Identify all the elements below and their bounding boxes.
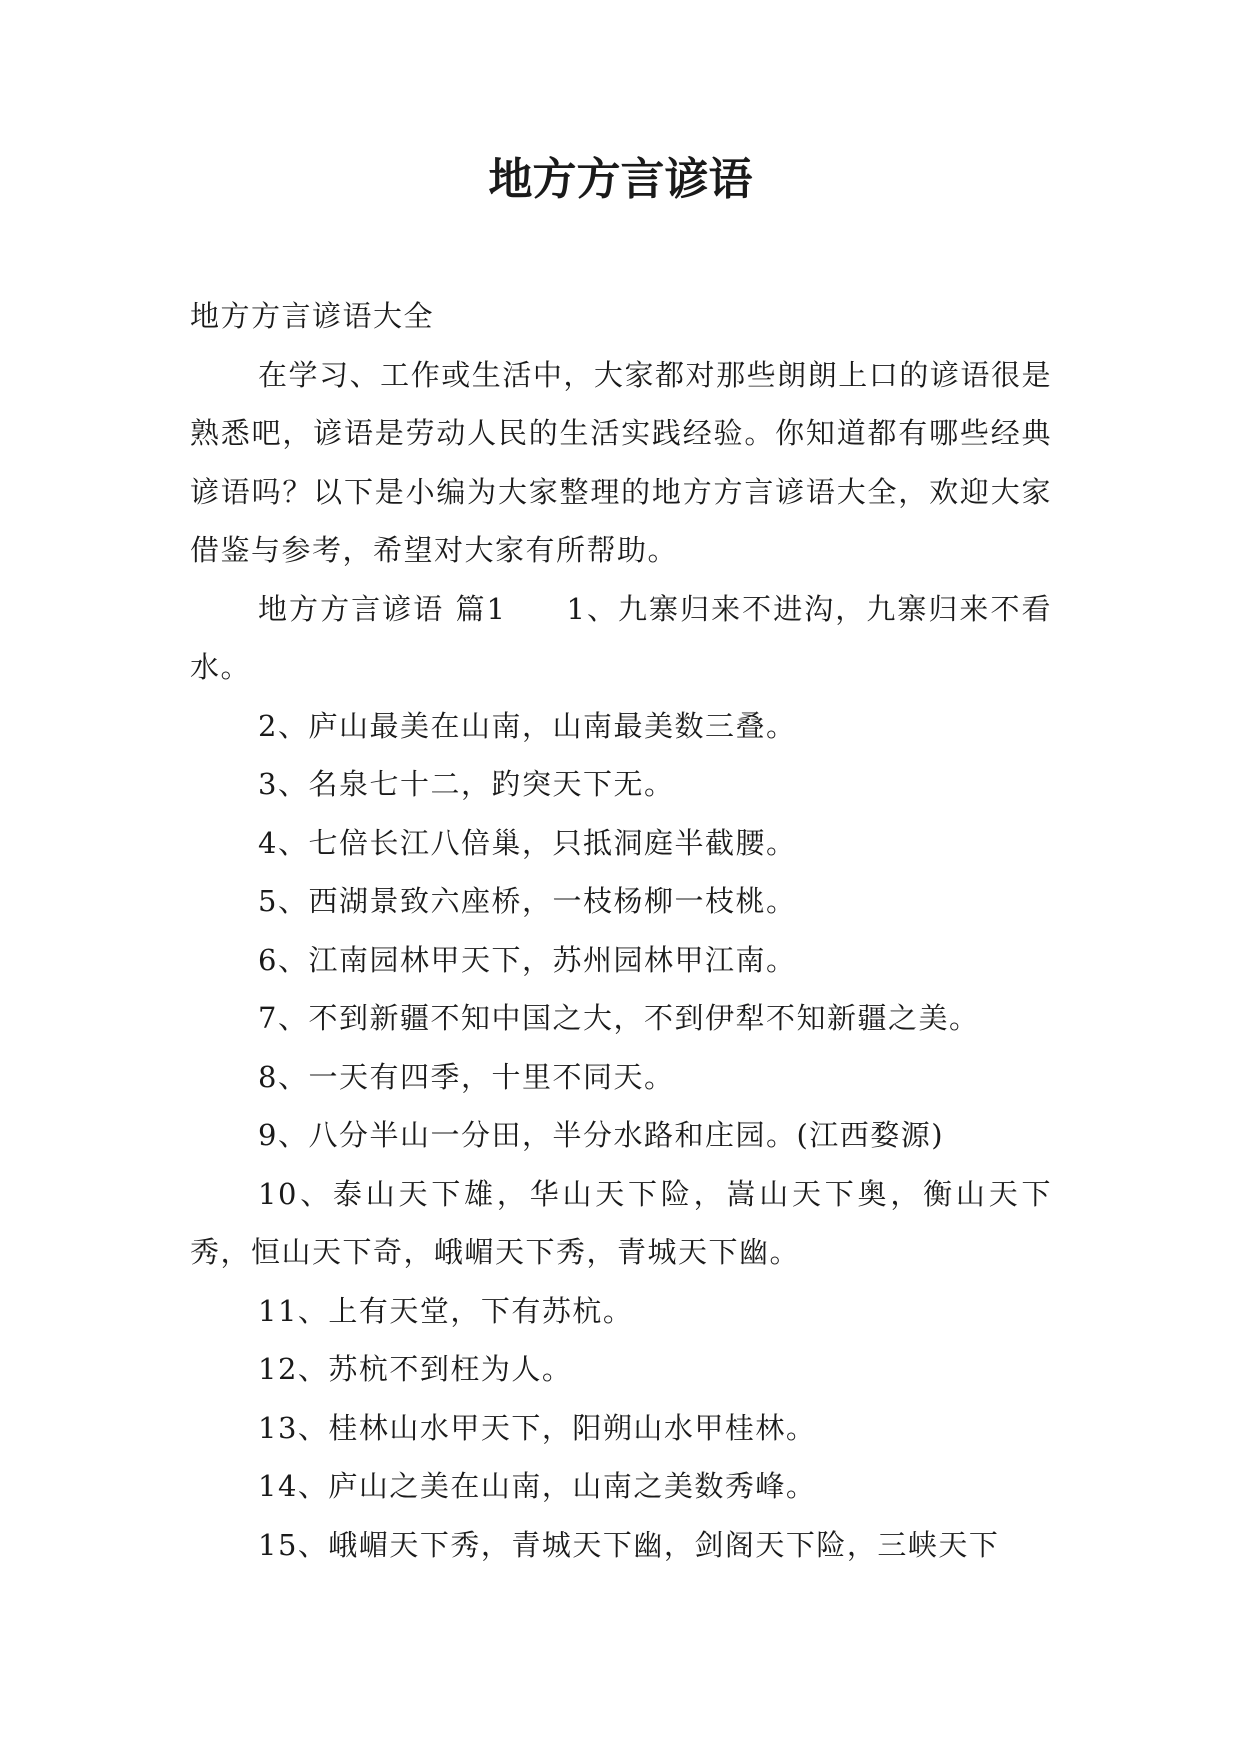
list-item: 4、七倍长江八倍巢，只抵洞庭半截腰。 — [258, 825, 797, 860]
intro-paragraph: 在学习、工作或生活中，大家都对那些朗朗上口的谚语很是熟悉吧，谚语是劳动人民的生活实践经验。你知道都有哪些经典谚语吗？以下是小编为大家整理的地方方言谚语大全，欢迎大家借鉴与参考，希望对大家有所帮助。 — [190, 357, 1052, 567]
list-item: 3、名泉七十二，趵突天下无。 — [258, 767, 675, 801]
list-item: 13、桂林山水甲天下，阳朔山水甲桂林。 — [258, 1410, 817, 1445]
list-item: 5、西湖景致六座桥，一枝杨柳一枝桃。 — [258, 884, 797, 918]
section-paragraph — [190, 580, 1052, 697]
section-heading: 地方方言谚语 篇1 — [258, 591, 507, 626]
list-item: 15、峨嵋天下秀，青城天下幽，剑阁天下险，三峡天下 — [258, 1527, 1000, 1562]
list-item: 12、苏杭不到枉为人。 — [258, 1352, 573, 1386]
list-item: 11、上有天堂，下有苏杭。 — [258, 1293, 634, 1328]
list-item: 6、江南园林甲天下，苏州园林甲江南。 — [258, 942, 797, 977]
document-subtitle: 地方方言谚语大全 — [190, 299, 435, 333]
list-item: 1、九寨归来不进沟，九寨归来不看水。 — [190, 591, 1053, 684]
list-item: 14、庐山之美在山南，山南之美数秀峰。 — [258, 1469, 817, 1503]
list-item: 10、泰山天下雄，华山天下险，嵩山天下奥，衡山天下秀，恒山天下奇，峨嵋天下秀，青城天下幽。 — [190, 1176, 1052, 1269]
list-item: 7、不到新疆不知中国之大，不到伊犁不知新疆之美。 — [258, 1001, 980, 1035]
list-item: 9、八分半山一分田，半分水路和庄园。(江西婺源) — [258, 1118, 945, 1152]
list-item: 2、庐山最美在山南，山南最美数三叠。 — [258, 708, 797, 743]
list-item: 8、一天有四季，十里不同天。 — [258, 1059, 675, 1094]
document-body — [190, 287, 1052, 1574]
document-title: 地方方言谚语 — [488, 154, 753, 205]
